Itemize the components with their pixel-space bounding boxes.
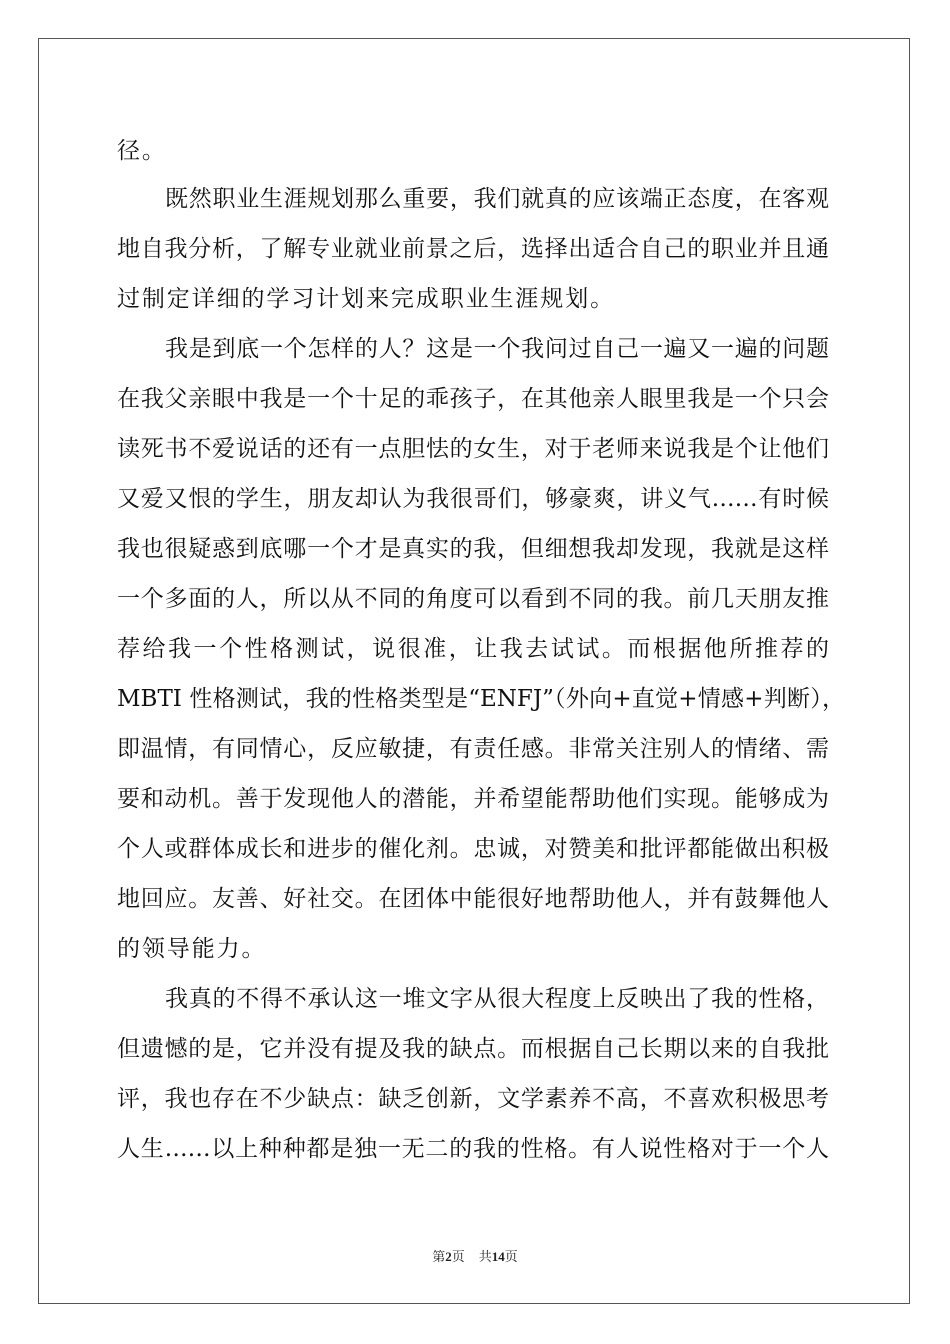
page-footer <box>0 1248 950 1266</box>
text-line: 既然职业生涯规划那么重要，我们就真的应该端正态度，在客观 <box>165 186 829 212</box>
page-suffix: 页 <box>451 1249 465 1264</box>
text-line: 又爱又恨的学生，朋友却认为我很哥们，够豪爽，讲义气……有时候 <box>117 486 829 512</box>
total-suffix: 页 <box>504 1249 518 1264</box>
text-line: 地自我分析，了解专业就业前景之后，选择出适合自己的职业并且通 <box>117 236 829 262</box>
text-line: 一个多面的人，所以从不同的角度可以看到不同的我。前几天朋友推 <box>117 586 829 612</box>
text-line: 的领导能力。 <box>117 936 267 962</box>
text-line: 要和动机。善于发现他人的潜能，并希望能帮助他们实现。能够成为 <box>117 786 829 812</box>
total-pages: 14 <box>491 1249 505 1264</box>
text-line: 人生……以上种种都是独一无二的我的性格。有人说性格对于一个人 <box>117 1136 829 1162</box>
text-line: 地回应。友善、好社交。在团体中能很好地帮助他人，并有鼓舞他人 <box>117 886 829 912</box>
text-line: 读死书不爱说话的还有一点胆怯的女生，对于老师来说我是个让他们 <box>117 436 829 462</box>
text-line: 个人或群体成长和进步的催化剂。忠诚，对赞美和批评都能做出积极 <box>117 836 829 862</box>
text-line: 评，我也存在不少缺点：缺乏创新，文学素养不高，不喜欢积极思考 <box>117 1086 829 1112</box>
text-line: MBTI 性格测试，我的性格类型是“ENFJ”（外向+直觉+情感+判断）， <box>117 686 845 712</box>
text-line: 荐给我一个性格测试，说很准，让我去试试。而根据他所推荐的 <box>117 636 829 662</box>
text-line: 即温情，有同情心，反应敏捷，有责任感。非常关注别人的情绪、需 <box>117 736 829 762</box>
total-prefix: 共 <box>478 1249 492 1264</box>
text-line: 但遗憾的是，它并没有提及我的缺点。而根据自己长期以来的自我批 <box>117 1036 829 1062</box>
text-line: 我也很疑惑到底哪一个才是真实的我，但细想我却发现，我就是这样 <box>117 536 829 562</box>
text-line: 我是到底一个怎样的人？这是一个我问过自己一遍又一遍的问题 <box>165 336 829 362</box>
page-number: 2 <box>445 1249 452 1264</box>
text-line: 我真的不得不承认这一堆文字从很大程度上反映出了我的性格， <box>165 986 829 1012</box>
page-border <box>38 38 910 1304</box>
text-line: 在我父亲眼中我是一个十足的乖孩子，在其他亲人眼里我是一个只会 <box>117 386 829 412</box>
page-prefix: 第 <box>432 1249 446 1264</box>
text-line: 过制定详细的学习计划来完成职业生涯规划。 <box>117 286 615 312</box>
text-line: 径。 <box>117 138 167 164</box>
